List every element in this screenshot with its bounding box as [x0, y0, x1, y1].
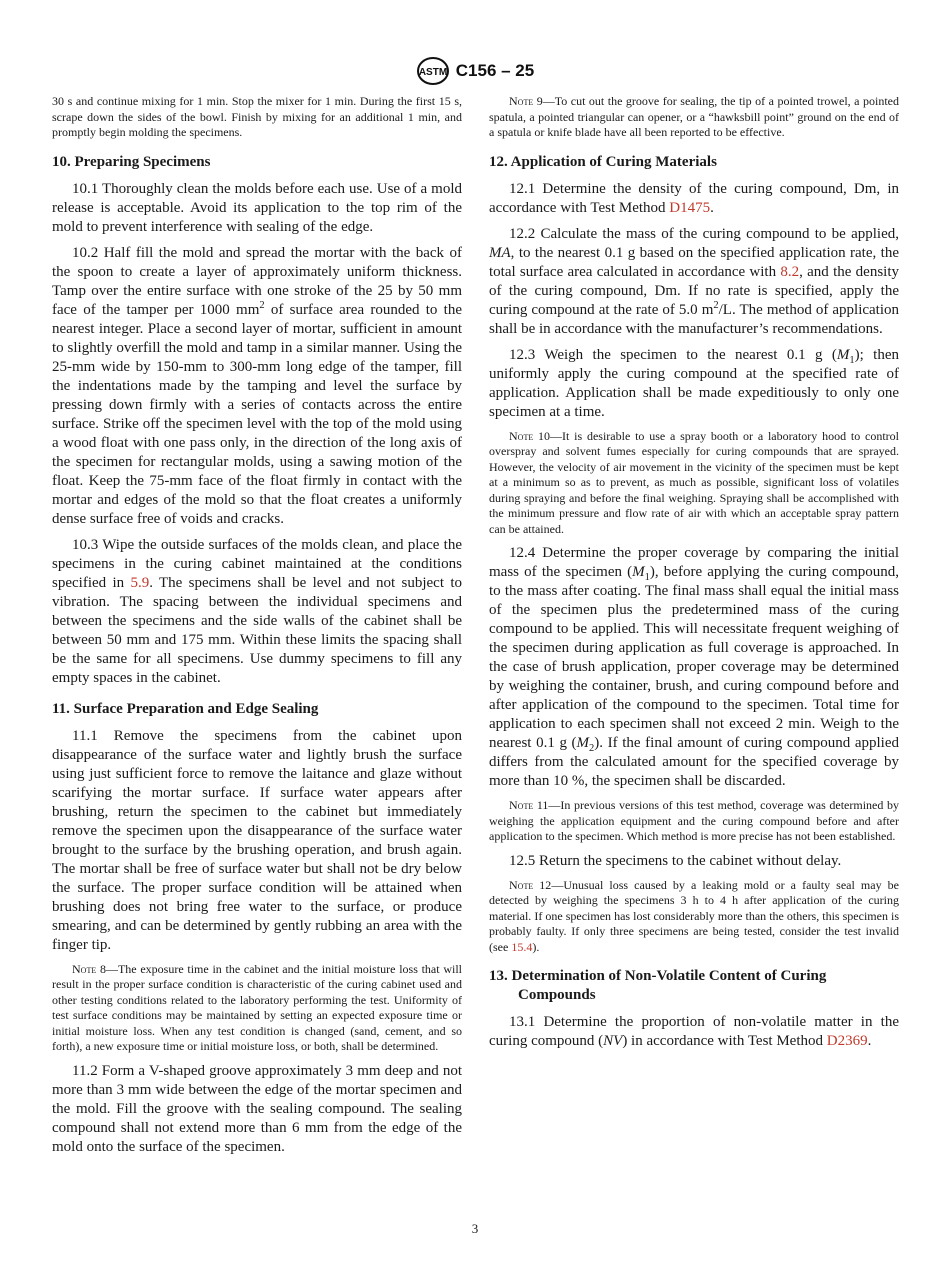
left-column	[52, 94, 462, 1164]
paragraph-10-1: 10.1 Thoroughly clean the molds before each use. Use of a mold release is acceptable. Avoid its application to the top rim of the mold to prevent interference with sealing of the edge.	[52, 180, 462, 235]
paragraph-12-3: 12.3 Weigh the specimen to the nearest 0.1 g $(M_1)$; then uniformly apply the curing compound at the specified rate of application. Application shall be made expeditiously to only one specimen at a time.	[489, 346, 899, 420]
section-10-heading: 10. Preparing Specimens	[52, 153, 211, 170]
paragraph-12-2: 12.2 Calculate the mass of the curing compound to be applied, MA, to the nearest 0.1 g based on the specified application rate, the total surface area calculated in accordance with 8.2, and the density of the curing compound, Dm. If no rate is specified, apply the curing compound at the rate of 5.0 $m^2/L$. The method of application shall be in accordance with the manufacturer’s recommendations.	[489, 225, 900, 337]
paragraph-12-5: 12.5 Return the specimens to the cabinet without delay.	[509, 852, 842, 869]
section-11-heading: 11. Surface Preparation and Edge Sealing	[52, 700, 319, 717]
svg-text:ASTM: ASTM	[418, 67, 447, 78]
standard-designation: C156 – 25	[455, 61, 535, 80]
note-11: Note 11—In previous versions of this test method, coverage was determined by weighing the application equipment and the curing compound before and after application to the specimen. Which method is more precise has not been established.	[489, 798, 899, 843]
ref-link-5-9[interactable]: 5.9	[130, 574, 150, 591]
paragraph-11-2: 11.2 Form a V-shaped groove approximately 3 mm deep and not more than 3 mm wide between the edge of the mortar specimen and the mold. Fill the groove with the sealing compound. The sealing compound shall not extend more than 6 mm from the edge of the mold onto the surface of the specimen.	[52, 1062, 462, 1155]
paragraph-12-1: 12.1 Determine the density of the curing compound, Dm, in accordance with Test Method D1475.	[489, 180, 899, 216]
note-12: Note 12—Unusual loss caused by a leaking mold or a faulty seal may be detected by weighing the specimens 3 h to 4 h after application of the curing material. If one specimen has lost considerably more than the others, this specimen is probably faulty. If only three specimens are being tested, consider the test invalid (see 15.4).	[489, 877, 899, 954]
right-column	[489, 94, 899, 1058]
paragraph-12-4: 12.4 Determine the proper coverage by comparing the initial mass of the specimen $(M_1)$, before applying the curing compound, to the mass after coating. The final mass shall equal the initial mass of the specimen plus the predetermined mass of the curing compound to be applied. This will necessitate frequent weighing of the specimen during application as full coverage is approached. In the case of brush application, proper coverage may be determined by weighing the container, brush, and curing compound before and after application of the compound to the specimen. Total time for application to each specimen shall not exceed 2 min. Weigh to the nearest 0.1 g $(M_2)$. If the final amount of curing compound applied differs from the calculated amount for the specified coverage by more than 10 %, the specimen shall be discarded.	[489, 545, 899, 789]
note-9: Note 9—To cut out the groove for sealing, the tip of a pointed trowel, a pointed spatula, a pointed triangular can opener, or a “hawksbill point” ground on the end of a spatula or knife blade have all been reported to be effective.	[489, 94, 899, 139]
ref-link-d1475[interactable]: D1475	[669, 199, 711, 216]
section-13-heading: 13. Determination of Non-Volatile Content of Curing Compounds	[489, 968, 827, 1003]
astm-logo-icon	[416, 56, 450, 86]
ref-link-8-2[interactable]: 8.2	[780, 263, 800, 280]
page-number: 3	[471, 1221, 479, 1236]
paragraph-10-3: 10.3 Wipe the outside surfaces of the molds clean, and place the specimens in the curing cabinet maintained at the conditions specified in 5.9. The specimens shall be level and not subject to vibration. The spacing between the individual specimens and between the specimens and the side walls of the cabinet shall be between 50 mm and 175 mm. Within these limits the spacing shall be the same for all specimens. Use dummy specimens to fill any empty spaces in the cabinet.	[52, 536, 462, 686]
note-8: Note 8—The exposure time in the cabinet and the initial moisture loss that will result in the proper surface condition is characteristic of the curing cabinet used and other testing conditions related to the laboratory performing the test. Uniformity of test surface conditions may be maintained by setting an expected exposure time or initial moisture loss. When any test condition is changed (sand, cement, and so forth), a new exposure time or initial moisture loss, or both, shall be determined.	[52, 961, 462, 1053]
note-10: Note 10—It is desirable to use a spray booth or a laboratory hood to control overspray and solvent fumes especially for curing compounds that are sprayed. However, the velocity of air movement in the vicinity of the specimen must be kept at a minimum so as to prevent, as much as possible, significant loss of volatiles during spraying and before the final weighing. Spraying shall be accomplished with the minimum pressure and flow rate of air with which an acceptable spray pattern can be attained.	[489, 428, 900, 536]
ref-link-d2369[interactable]: D2369	[826, 1033, 868, 1049]
paragraph-11-1: 11.1 Remove the specimens from the cabinet upon disappearance of the surface water and lightly brush the surface using just sufficient force to remove the laitance and glaze without scarifying the mortar surface. If surface water appears after brushing, return the specimen to the cabinet but immediately remove the specimen upon the disappearance of the surface water brought to the surface by the brushing operation, and brush again. The mortar shall be free of surface water but shall not be dry below the surface. The proper surface condition will be attained when brushing does not bring free water to the surface, or produce smearing, and can be determined by gently rubbing an area with the finger tip.	[52, 727, 462, 953]
paragraph-10-2: 10.2 Half fill the mold and spread the mortar with the back of the spoon to create a layer of approximately uniform thickness. Tamp over the entire surface with one stroke of the 25 by 50 mm face of the tamper per 1000 $mm^2$ of surface area rounded to the nearest integer. Place a second layer of mortar, sufficient in amount to slightly overfill the mold and tamp in a similar manner. Using the 25-mm wide by 150-mm to 300-mm long edge of the tamper, fill the indentations made by the tamping and level the surface by pressing down firmly with a series of contacts across the entire surface. Strike off the specimen level with the top of the mold using a wood float with one pass only, in the direction of the long axis of the specimen for rectangular molds, using a sawing motion of the float. Keep the 75-mm face of the float firmly in contact with the mortar and edges of the mold so that the float creates a uniformly dense surface free of voids and cracks.	[52, 244, 462, 527]
section-12-heading: 12. Application of Curing Materials	[489, 153, 717, 170]
paragraph-continuation: 30 s and continue mixing for 1 min. Stop the mixer for 1 min. During the first 15 s, scrape down the sides of the bowl. Finish by mixing for an additional 1 min, and promptly begin molding the specimens.	[52, 94, 462, 139]
paragraph-13-1: 13.1 Determine the proportion of non-volatile matter in the curing compound (NV) in accordance with Test Method D2369.	[489, 1014, 899, 1049]
page-header	[0, 56, 950, 91]
ref-link-15-4[interactable]: 15.4	[511, 939, 533, 954]
